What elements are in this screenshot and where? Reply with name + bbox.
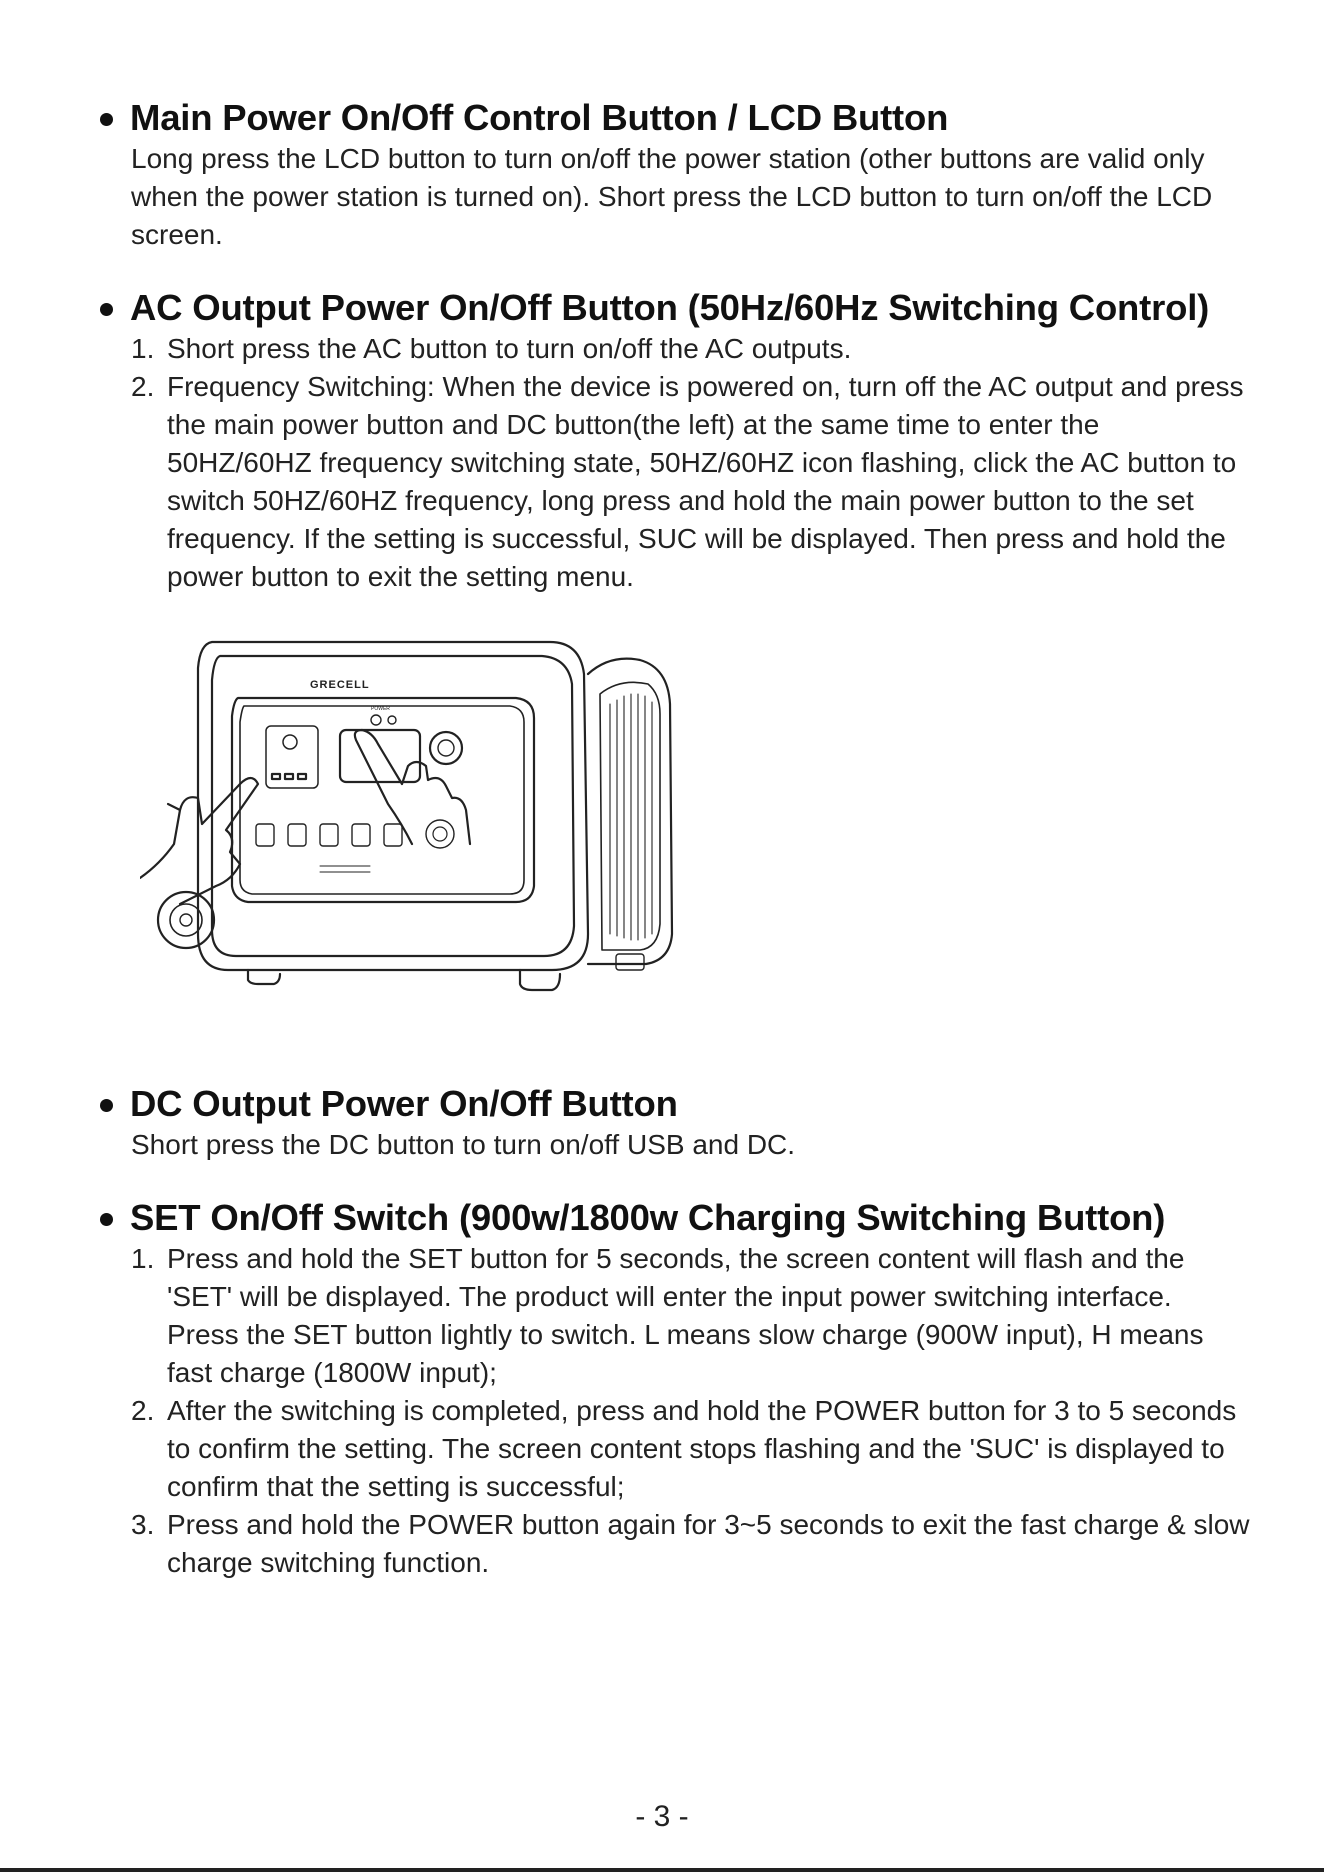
step-number: 2. [131, 371, 155, 402]
section-dc-output [100, 1082, 1250, 1164]
section-heading [100, 1082, 1250, 1126]
bullet-icon [100, 303, 113, 316]
power-station-illustration [140, 634, 700, 1012]
bottom-rule [0, 1868, 1324, 1872]
list-item [131, 1506, 1250, 1582]
bullet-icon [100, 1099, 113, 1112]
step-text: Press and hold the POWER button again for 3~5 seconds to exit the fast charge & slow charge switching function. [167, 1509, 1250, 1578]
step-number: 3. [131, 1509, 155, 1540]
power-label: POWER [371, 706, 390, 712]
section-paragraph: Long press the LCD button to turn on/off the power station (other buttons are valid only when the power station is turned on). Short press the LCD button to turn on/off the LCD screen. [131, 143, 1213, 250]
step-number: 1. [131, 1243, 155, 1274]
section-set-switch [100, 1196, 1250, 1582]
section-heading [100, 96, 1250, 140]
page-number: - 3 - [635, 1800, 689, 1833]
heading-text: Main Power On/Off Control Button / LCD Button [130, 97, 949, 138]
section-paragraph: Short press the DC button to turn on/off USB and DC. [131, 1129, 796, 1160]
power-station-drawing [140, 634, 700, 1012]
section-heading [100, 1196, 1250, 1240]
step-text: Short press the AC button to turn on/off the AC outputs. [167, 333, 852, 364]
list-item [131, 368, 1250, 596]
brand-label: GRECELL [310, 679, 370, 691]
step-number: 1. [131, 333, 155, 364]
list-item [131, 1392, 1250, 1506]
heading-text: AC Output Power On/Off Button (50Hz/60Hz Switching Control) [130, 287, 1210, 328]
bullet-icon [100, 113, 113, 126]
section-main-power [100, 96, 1250, 254]
section-heading [100, 286, 1250, 330]
heading-text: DC Output Power On/Off Button [130, 1083, 678, 1124]
step-text: Press and hold the SET button for 5 seconds, the screen content will flash and the 'SET' will be displayed. The product will enter the input power switching interface. Press the SET button lightly to switch. L means slow charge (900W input), H means fast charge (1800W input); [167, 1243, 1204, 1388]
step-text: Frequency Switching: When the device is powered on, turn off the AC output and press the main power button and DC button(the left) at the same time to enter the 50HZ/60HZ frequency switching state, 50HZ/60HZ icon flashing, click the AC button to switch 50HZ/60HZ frequency, long press and hold the main power button to the set frequency. If the setting is successful, SUC will be displayed. Then press and hold the power button to exit the setting menu. [167, 371, 1244, 592]
list-item [131, 1240, 1250, 1392]
section-ac-output [100, 286, 1250, 596]
step-number: 2. [131, 1395, 155, 1426]
bullet-icon [100, 1213, 113, 1226]
steps-list [100, 330, 1250, 596]
heading-text: SET On/Off Switch (900w/1800w Charging Switching Button) [130, 1197, 1166, 1238]
steps-list [100, 1240, 1250, 1582]
step-text: After the switching is completed, press and hold the POWER button for 3 to 5 seconds to confirm the setting. The screen content stops flashing and the 'SUC' is displayed to confirm that the setting is successful; [167, 1395, 1237, 1502]
list-item [131, 330, 1250, 368]
